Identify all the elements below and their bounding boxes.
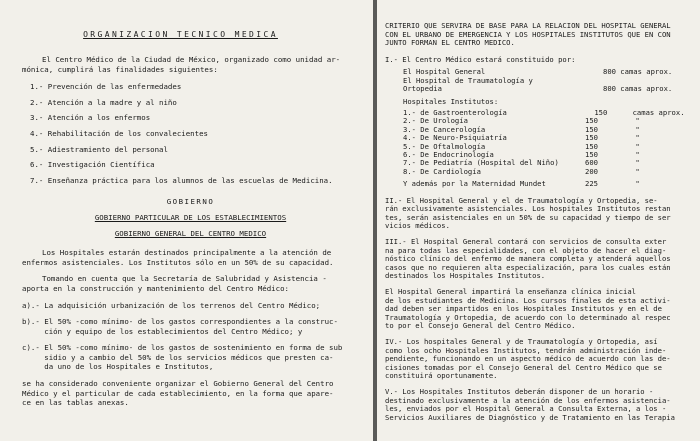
table-row: El Hospital General 800 camas aprox. <box>403 67 673 77</box>
gobierno-particular-heading: GOBIERNO PARTICULAR DE LOS ESTABLECIMIENTOS <box>94 212 287 222</box>
criteria-heading: CRITERIO QUE SERVIRA DE BASE PARA LA RELACION DEL HOSPITAL GENERAL CON EL URBANO DE EMERGENCIA Y LOS HOSPITALES INSTITUTOS QUE EN CON JUNTO FORMAN EL CENTRO MEDICO. <box>385 21 671 48</box>
goals-list <box>22 82 359 185</box>
item-a: a).- La adquisición urbanización de los terrenos del Centro Médico; <box>22 300 321 310</box>
goal-item: 3.- Atención a los enfermos <box>30 113 151 123</box>
section-iii: III.- El Hospital General contará con servicios de consulta exter na para todas las especialidades, con el objeto de hacer el diag- nóstico clínico del enfermo de manera completa y atenderá aquellos casos que no requieren alta especialización, para los cuales están destinados los Hospitales Institutos. <box>385 237 671 281</box>
section-v: V.- Los Hospitales Institutos deberán disponer de un horario - destinado exclusivamente a la atención de los enfermos asistencia- les, enviados por el Hospital General a Consulta Externa, a los - Servicios Auxiliares de Diagnóstico y de Tratamiento en las Terapia <box>385 386 675 422</box>
gobierno-heading: GOBIERNO <box>166 197 215 207</box>
table-row: 3.- De Cancerología 150 " <box>403 124 640 134</box>
intro-paragraph: El Centro Médico de la Ciudad de México, organizado como unidad ar- mónica, cumplirá las finalidades siguientes: <box>22 55 341 74</box>
institutes-label: Hospitales Institutos: <box>403 96 499 106</box>
item-c: c).- El 50% -como mínimo- de los gastos de sostenimiento en forma de sub sidio y a cambio del 50% de los servicios médicos que presten ca- da uno de los Hospitales e Institutos, <box>22 343 343 372</box>
goal-item: 6.- Investigación Científica <box>30 160 155 170</box>
closing-paragraph: se ha considerado conveniente organizar el Gobierno General del Centro Médico y el particular de cada establecimiento, en la forma que apare- ce en las tablas anexas. <box>22 379 334 408</box>
goal-item: 7.- Enseñanza práctica para los alumnos de las escuelas de Medicina. <box>30 175 333 185</box>
right-page <box>377 0 700 441</box>
goal-item: 1.- Prevención de las enfermedades <box>30 82 182 92</box>
table-row: 4.- De Neuro-Psiquiatría 150 " <box>403 133 640 143</box>
section-ii: II.- El Hospital General y el de Traumatología y Ortopedia, se- rán exclusivamente asistenciales. Los hospitales Institutos restan tes, serán asistenciales en un 50% de su capacidad y tiempo de ser vicios médicos. <box>385 195 671 231</box>
hospitals-table <box>385 68 690 188</box>
goal-item: 2.- Atención a la madre y al niño <box>30 97 177 107</box>
table-row: 1.- de Gastroenterología 150 camas aprox. <box>403 108 685 117</box>
goal-item: 4.- Rehabilitación de los convalecientes <box>30 128 208 138</box>
table-row: 2.- De Urología 150 " <box>403 116 640 126</box>
ssa-paragraph: Tomando en cuenta que la Secretaría de Salubridad y Asistencia - aporta en la construcción y mantenimiento del Centro Médico: <box>22 274 327 293</box>
table-row: Y además por la Maternidad Mundet 225 " <box>403 179 640 189</box>
gobierno-general-heading: GOBIERNO GENERAL DEL CENTRO MEDICO <box>114 228 267 238</box>
table-row: El Hospital de Traumatología y Ortopedia 800 camas aprox. <box>403 76 673 94</box>
table-row: 6.- De Endocrinología 150 " <box>403 150 640 160</box>
page-title: ORGANIZACION TECNICO MEDICA <box>83 30 278 39</box>
table-row: 5.- De Oftalmología 150 " <box>403 141 640 151</box>
table-row: 7.- De Pediatría (Hospital del Niño) 600 " <box>403 158 640 168</box>
goal-item: 5.- Adiestramiento del personal <box>30 144 168 154</box>
section-i-intro: I.- El Centro Médico estará constituido por: <box>385 54 576 64</box>
table-row: 8.- De Cardiología 200 " <box>403 166 640 176</box>
teaching-paragraph: El Hospital General impartirá la enseñanza clínica inicial de los estudiantes de Medicina. Los cursos finales de esta activi- dad deben ser impartidos en los Hospitales Institutos y en el de Traumatología y Ortopedia, de acuerdo con lo determinado al respec to por el Consejo General del Centro Médico. <box>385 287 671 331</box>
section-iv: IV.- Los hospitales General y de Traumatología y Ortopedia, así como los ocho Hospitales Institutos, tendrán administración inde- pendiente, funcionando en un aspecto médico de acuerdo con las de- cisiones tomadas por el Consejo General del Centro Médico que se constituirá oportunamente. <box>385 336 671 381</box>
hospitals-paragraph: Los Hospitales estarán destinados principalmente a la atención de enfermos asistenciales. Los Institutos sólo en un 50% de su capacidad. <box>22 248 334 267</box>
item-b: b).- El 50% -como mínimo- de los gastos correspondientes a la construc- ción y equipo de los establecimientos del Centro Médico; y <box>22 317 338 336</box>
